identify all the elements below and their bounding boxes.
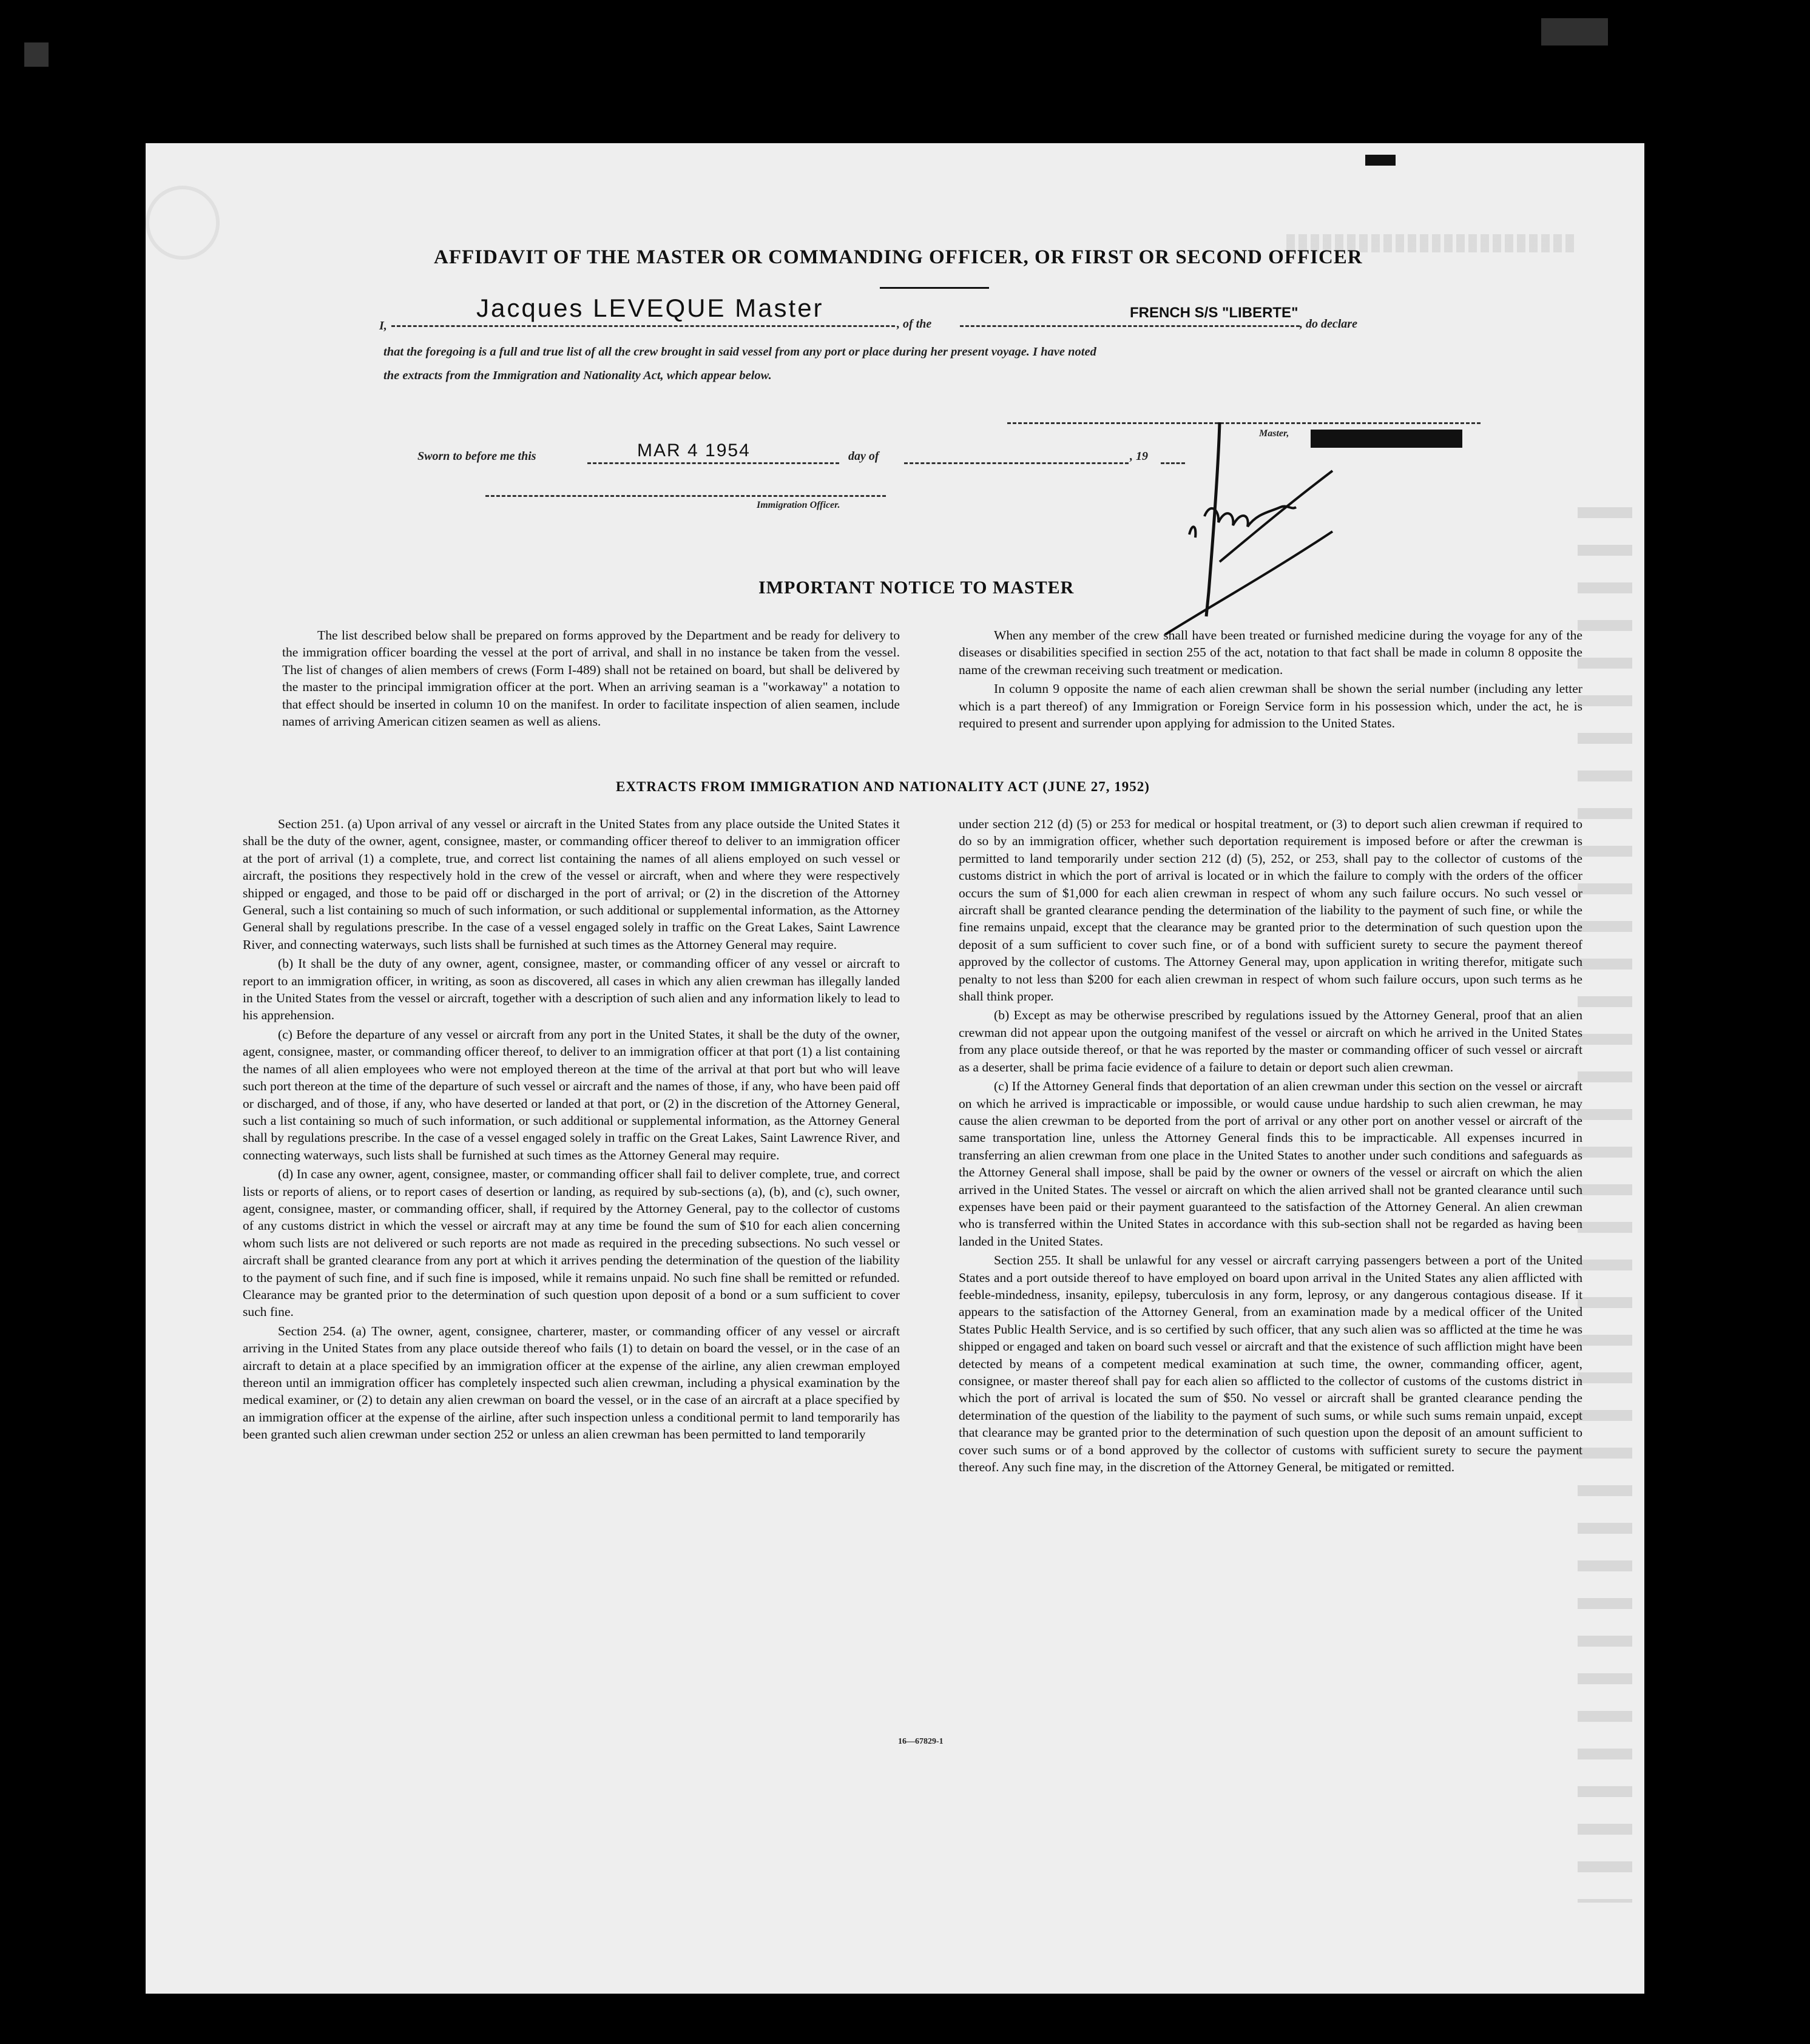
vessel-name-line xyxy=(960,325,1300,327)
notice-right-paragraph-1: When any member of the crew shall have been treated or furnished medicine during the voyage for any of the diseases or disabilities specified in section 255 of the act, notation to that fact shall be made in column 8 opposite the name of the crewman receiving such treatment or medication. xyxy=(959,628,1582,677)
i-label: I, xyxy=(379,319,387,332)
extracts-right-column xyxy=(959,815,1582,1477)
master-signature xyxy=(1129,410,1383,641)
section-254-c: (c) If the Attorney General finds that deportation of an alien crewman under this section on the vessel or aircraft on which he arrived is impracticable or impossible, or would cause undue hardship to such alien crewman, he may cause the alien crewman to be deported from the port of arrival or any other port on another vessel or aircraft of the same transportation line, unless the Attorney General finds this to be impracticable. All expenses incurred in transferring an alien crewman from one place in the United States to another under such conditions and safeguards as the Attorney General shall impose, shall be paid by the owner or owners of the vessel or aircraft on which the alien arrived in the United States. The vessel or aircraft on which the alien arrived shall not be granted clearance until such expenses have been paid or their payment guaranteed to the satisfaction of the Attorney General. An alien crewman who is transferred within the United States in accordance with this sub-section shall not be regarded as having been landed in the United States. xyxy=(959,1079,1582,1249)
notice-title: IMPORTANT NOTICE TO MASTER xyxy=(758,578,1075,598)
notice-left-paragraph: The list described below shall be prepared on forms approved by the Department and be ready for delivery to the immigration officer boarding the vessel at the port of arrival, and shall in no instance be taken from the vessel. The list of changes of alien members of crews (Form I-489) shall not be retained on board, but shall be delivered by the master to the principal immigration officer at the port. When an arriving seaman is a "workaway" a notation to that effect should be inserted in column 10 on the manifest. In order to facilitate inspection of alien seamen, include names of arriving American citizen seamen as well as aliens. xyxy=(282,628,900,729)
notice-right-paragraph-2: In column 9 opposite the name of each alien crewman shall be shown the serial number (including any letter which is a part thereof) of any Immigration or Foreign Service form in his possession which, under the act, he is required to present and surrender upon applying for admission to the United States. xyxy=(959,681,1582,731)
section-251-d: (d) In case any owner, agent, consignee, master, or commanding officer shall fail to deliver complete, true, and correct lists or reports of aliens, or to report cases of desertion or landing, as required by sub-sections (a), (b), and (c), such owner, agent, consignee, master, or commanding officer, shall, if required by the Attorney General, pay to the collector of customs of any customs district in which the vessel or aircraft may at any time be found the sum of $10 for each alien concerning whom such lists are not delivered or such reports are not made as required in the preceding subsections. No such vessel or aircraft shall be granted clearance from any port at which it arrives pending the determination of the question of the liability to the payment of such fine, and if such fine is imposed, while it remains unpaid. No such fine shall be remitted or refunded. Clearance may be granted prior to the determination of such question upon deposit of a bond or a sum sufficient to cover such fine. xyxy=(243,1167,900,1320)
section-251-a: Section 251. (a) Upon arrival of any vessel or aircraft in the United States from any place outside the United States it shall be the duty of the owner, agent, consignee, master, or commanding officer thereof to deliver to an immigration officer at the port of arrival (1) a complete, true, and correct list containing the names of all aliens employed on such vessel or aircraft, the positions they respectively hold in the crew of the vessel or aircraft, when and where they were respectively shipped or engaged, and those to be paid off or discharged in the port of arrival; or (2) in the discretion of the Attorney General, such a list containing so much of such information, or such additional or supplemental information, as the Attorney General shall by regulations prescribe. In the case of a vessel engaged solely in traffic on the Great Lakes, Saint Lawrence River, and connecting waterways, such lists shall be furnished at such times as the Attorney General may require. xyxy=(243,817,900,952)
sworn-date-line xyxy=(587,462,839,464)
day-of-label: day of xyxy=(848,450,879,463)
vessel-name-entry: FRENCH S/S "LIBERTE" xyxy=(1130,305,1298,321)
affidavit-title: AFFIDAVIT OF THE MASTER OR COMMANDING OFFICER, OR FIRST OR SECOND OFFICER xyxy=(434,246,1363,268)
document-page xyxy=(146,143,1644,1994)
bleed-through-circle xyxy=(146,186,220,260)
do-declare-label: , do declare xyxy=(1300,317,1357,331)
binder-hole xyxy=(1715,638,1744,667)
binder-hole xyxy=(1715,265,1744,294)
section-251-b: (b) It shall be the duty of any owner, agent, consignee, master, or commanding officer of any vessel or aircraft to report to an immigration officer, in writing, as soon as discovered, all cases in which any alien crewman has illegally landed in the United States from the vessel or aircraft, together with a description of such alien and any information likely to lead to his apprehension. xyxy=(243,956,900,1023)
binder-hole xyxy=(1715,731,1744,760)
section-251-c: (c) Before the departure of any vessel or aircraft from any port in the United States, it shall be the duty of the owner, agent, consignee, master, or commanding officer thereof, to deliver to an immigration officer at that port (1) a list containing the names of all alien employees who were not employed thereon at the time of the arrival at that port but who will leave such port thereon at the time of the departure of such vessel or aircraft and the names of those, if any, who have been paid off or discharged, and of those, if any, who have deserted or landed at that port, or (2) in the discretion of the Attorney General, such a list containing so much of such information, or such additional or supplemental information, as the Attorney General shall by regulations prescribe. In the case of a vessel engaged solely in traffic on the Great Lakes, Saint Lawrence River, and connecting waterways, such lists shall be furnished at such times as the Attorney General may require. xyxy=(243,1027,900,1162)
day-of-line xyxy=(904,462,1129,464)
year-label: , 19 xyxy=(1130,450,1148,463)
scan-artifact xyxy=(24,42,49,67)
notice-right-column xyxy=(959,627,1582,734)
binder-hole xyxy=(1715,1252,1744,1281)
declaration-line-2: the extracts from the Immigration and Nationality Act, which appear below. xyxy=(383,369,772,382)
section-254-b: (b) Except as may be otherwise prescribed by regulations issued by the Attorney General, proof that an alien crewman did not appear upon the outgoing manifest of the vessel or aircraft on which he arrived in the United States from any place outside thereof, or that he was reported by the master or commanding officer of such vessel or aircraft as a deserter, shall be prima facie evidence of a failure to detain or deport such alien crewman. xyxy=(959,1008,1582,1074)
section-254-a-continued: under section 212 (d) (5) or 253 for medical or hospital treatment, or (3) to deport such alien crewman if required to do so by an immigration officer, whether such deportation requirement is imposed before or after the crewman is permitted to land temporarily under section 212 (d) (5), 252, or 253, shall pay to the collector of customs of the customs district in which the port of arrival is located or in which the failure to comply with the orders of the officer occurs the sum of $1,000 for each alien crewman in respect of whom any such failure occurs. No such vessel or aircraft shall be granted clearance pending the determination of the liability to the payment of such fine, or while the fine remains unpaid, except that the clearance may be granted prior to the determination of such question upon the deposit of a sum sufficient to cover such fine, or of a bond with sufficient surety to secure the payment thereof approved by the collector of customs. The Attorney General may, upon application in writing therefor, mitigate such penalty to not less than $200 for each alien crewman in respect of whom such failure occurs, upon such terms as he shall think proper. xyxy=(959,817,1582,1004)
of-the-label: , of the xyxy=(897,317,932,331)
extracts-left-column xyxy=(243,815,900,1445)
form-number: 16—67829-1 xyxy=(898,1737,944,1746)
immigration-officer-line xyxy=(485,495,886,497)
scan-artifact xyxy=(1541,18,1608,46)
sworn-date-stamp: MAR 4 1954 xyxy=(637,440,751,460)
master-label: Master, xyxy=(1259,428,1289,439)
extracts-title: EXTRACTS FROM IMMIGRATION AND NATIONALITY ACT (JUNE 27, 1952) xyxy=(616,779,1150,794)
master-name-entry: Jacques LEVEQUE Master xyxy=(476,294,824,322)
sworn-label: Sworn to before me this xyxy=(417,450,536,463)
section-255: Section 255. It shall be unlawful for any vessel or aircraft carrying passengers between a port of the United States and a port outside thereof to have employed on board upon arrival in the United States any alien afflicted with feeble-mindedness, insanity, epilepsy, tuberculosis in any form, leprosy, or any dangerous contagious disease. If it appears to the satisfaction of the Attorney General, from an examination made by a medical officer of the United States Public Health Service, and is so certified by such officer, that any such alien was so afflicted at the time he was shipped or engaged and taken on board such vessel or aircraft and that the existence of such affliction might have been detected by means of a competent medical examination at such time, the owner, commanding officer, agent, consignee, or master thereof shall pay for each alien so afflicted to the collector of customs of the customs district in which the port of arrival is located the sum of $50. No vessel or aircraft shall be granted clearance pending the determination of the question of the liability to the payment of such sums, or while such sums remain unpaid, except that clearance may be granted prior to the determination of such question upon the deposit of an amount sufficient to cover such sums or of a bond approved by the collector of customs with sufficient surety to secure the payment thereof. Any such fine may, in the discretion of the Attorney General, be mitigated or remitted. xyxy=(959,1253,1582,1475)
binder-hole xyxy=(1715,1712,1744,1741)
scan-artifact xyxy=(1365,155,1396,166)
binder-hole xyxy=(1715,352,1744,382)
binder-hole xyxy=(1715,1628,1744,1657)
section-254-a: Section 254. (a) The owner, agent, consignee, charterer, master, or commanding officer of any vessel or aircraft arriving in the United States from any place outside thereof who fails (1) to detain on board the vessel, or in the case of an aircraft to detain at a place specified by an immigration officer at the expense of the airline, any alien crewman employed thereon until an immigration officer has completely inspected such alien crewman, including a physical examination by the medical examiner, or (2) to detain any alien crewman on board the vessel, or in the case of an aircraft at a place specified by an immigration officer at the expense of the airline, after such inspection unless a conditional permit to land temporarily has been granted such alien crewman under section 252 or unless an alien crewman has been permitted to land temporarily xyxy=(243,1323,900,1442)
master-name-line xyxy=(391,325,895,327)
notice-left-column xyxy=(282,627,900,732)
immigration-officer-label: Immigration Officer. xyxy=(757,500,840,510)
edge-bleed-marks xyxy=(1578,507,1632,1903)
title-underline xyxy=(880,287,989,289)
binder-hole xyxy=(1715,1335,1744,1364)
declaration-line-1: that the foregoing is a full and true list of all the crew brought in said vessel from any port or place during her present voyage. I have noted xyxy=(383,345,1096,359)
